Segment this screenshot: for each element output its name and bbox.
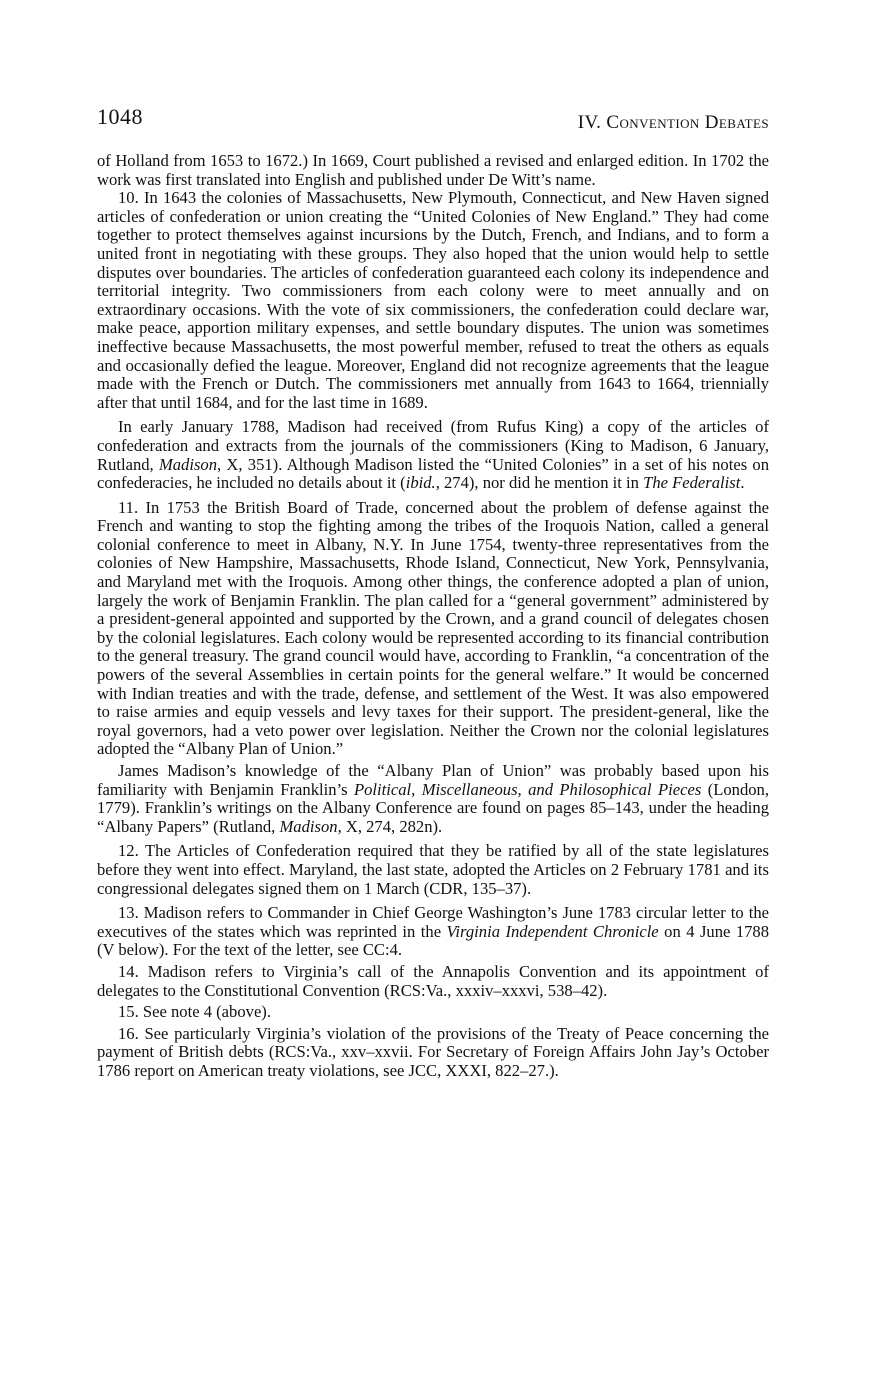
citation-federalist: The Federalist (643, 473, 741, 493)
note-10: 10. In 1643 the colonies of Massachusetts, New Plymouth, Connecticut, and New Haven signed articles of confederation or union creating the “United Colonies of New England.” They had come together to protect themselves against incursions by the Dutch, French, and Indians, and to form a united front in negotiating with these groups. They also hoped that the union would help to settle disputes over boundaries. The articles of confederation guaranteed each colony its independence and territorial integrity. Two commissioners from each colony were to meet annually and on extraordinary occasions. With the vote of six commissioners, the confederation could declare war, make peace, apportion military expenses, and settle boundary disputes. The union was sometimes ineffective because Massachusetts, the most powerful member, refused to treat the others as equals and occasionally defied the league. Moreover, England did not recognize agreements that the league made with the French or Dutch. The commissioners met annually from 1643 to 1664, triennially after that until 1684, and for the last time in 1689. (97, 188, 769, 412)
note-16: 16. See particularly Virginia’s violation of the provisions of the Treaty of Peace concerning the payment of British debts (RCS:Va., xxv–xxvii. For Secretary of Foreign Affairs John Jay’s October 1786 report on American treaty violations, see JCC, XXXI, 822–27.). (97, 1023, 769, 1080)
note-11: 11. In 1753 the British Board of Trade, concerned about the problem of defense against the French and wanting to stop the fighting among the tribes of the Iroquois Nation, called a general colonial conference to meet in Albany, N.Y. In June 1754, twenty-three representatives from the colonies of New Hampshire, Massachusetts, Rhode Island, Connecticut, New York, Pennsylvania, and Maryland met with the Iroquois. Among other things, the conference adopted a plan of union, largely the work of Benjamin Franklin. The plan called for a “general government” administered by a president-general appointed and supported by the Crown, and a grand council of delegates chosen by the colonial legislatures. Each colony would be represented according to its financial contribution to the general treasury. The grand council would have, according to Franklin, “a concentration of the powers of the several Assemblies in certain points for the general welfare.” It would be concerned with Indian treaties and with the trade, defense, and settlement of the West. It was also empowered to raise armies and equip vessels and levy taxes for their support. The president-general, like the royal governors, had a veto power over legislation. Neither the Crown nor the colonial legislatures adopted the “Albany Plan of Union.” (97, 497, 769, 759)
note-12: 12. The Articles of Confederation required that they be ratified by all of the state legislatures before they went into effect. Maryland, the last state, adopted the Articles on 2 February 1781 and its congressional delegates signed them on 1 March (CDR, 135–37). (97, 841, 769, 898)
note-10-continuation: In early January 1788, Madison had received (from Rufus King) a copy of the articles of confederation and extracts from the journals of the commissioners (King to Madison, 6 January, Rutland, Madison, X, 351). Although Madison listed the “United Colonies” in a set of his notes on confederacies, he included no details about it (ibid., 274), nor did he mention it in The Federalist. (97, 417, 769, 493)
citation-franklin-pieces: Political, Miscellaneous, and Philosophical Pieces (354, 779, 702, 799)
citation-ibid: ibid. (405, 473, 436, 493)
note-15: 15. See note 4 (above). (118, 1002, 271, 1022)
note-continuation: of Holland from 1653 to 1672.) In 1669, Court published a revised and enlarged edition. In 1702 the work was first translated into English and published under De Witt’s name. (97, 151, 769, 189)
citation-madison: Madison (279, 816, 338, 836)
note-13: 13. Madison refers to Commander in Chief George Washington’s June 1783 circular letter to the executives of the states which was reprinted in the Virginia Independent Chronicle on 4 June 1788 (V below). For the text of the letter, see CC:4. (97, 903, 770, 960)
running-head (97, 104, 769, 140)
page-number: 1048 (97, 104, 143, 129)
notes-body (97, 152, 769, 1081)
document-page (97, 104, 769, 1081)
note-11-continuation: James Madison’s knowledge of the “Albany Plan of Union” was probably based upon his familiarity with Benjamin Franklin’s Political, Miscellaneous, and Philosophical Pieces (London, 1779). Franklin’s writings on the Albany Conference are found on pages 85–143, under the heading “Albany Papers” (Rutland, Madison, X, 274, 282n). (97, 761, 769, 836)
section-title: IV. Convention Debates (577, 112, 769, 133)
citation-madison: Madison (158, 454, 218, 474)
citation-virginia-chronicle: Virginia Independent Chronicle (446, 921, 659, 941)
note-14: 14. Madison refers to Virginia’s call of the Annapolis Convention and its appointment of delegates to the Constitutional Convention (RCS:Va., xxxiv–xxxvi, 538–42). (97, 961, 769, 1000)
